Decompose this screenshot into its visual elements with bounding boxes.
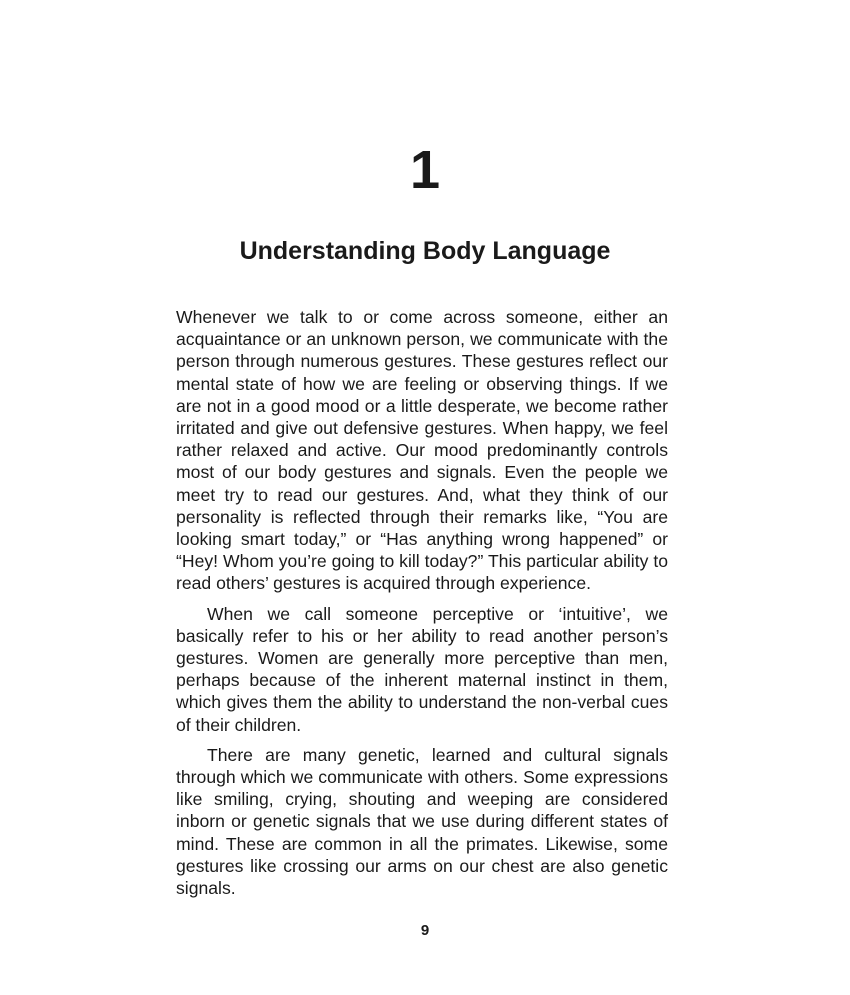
page-number: 9 [420,922,430,939]
chapter-title: Understanding Body Language [239,237,611,265]
chapter-number: 1 [409,140,441,200]
paragraph-1: Whenever we talk to or come across someone, either an acquaintance or an unknown person, we communicate with the person through numerous gestures. These gestures reflect our mental state of how we are feeling or observing things. If we are not in a good mood or a little desperate, we become rather irritated and give out defensive gestures. When happy, we feel rather relaxed and active. Our mood predominantly controls most of our body gestures and signals. Even the people we meet try to read our gestures. And, what they think of our personality is reflected through their remarks like, “You are looking smart today,” or “Has anything wrong happened” or “Hey! Whom you’re going to kill today?” This particular ability to read others’ gestures is acquired through experience. [176,307,668,594]
chapter-body [176,306,668,907]
paragraph-3: There are many genetic, learned and cultural signals through which we communicate with others. Some expressions like smiling, crying, shouting and weeping are considered inborn or genetic signals that we use during different states of mind. These are common in all the primates. Likewise, some gestures like crossing our arms on our chest are also genetic signals. [176,744,668,899]
paragraph-2: When we call someone perceptive or ‘intuitive’, we basically refer to his or her ability to read another person’s gestures. Women are generally more perceptive than men, perhaps because of the inherent maternal instinct in them, which gives them the ability to understand the non-verbal cues of their children. [176,603,668,735]
